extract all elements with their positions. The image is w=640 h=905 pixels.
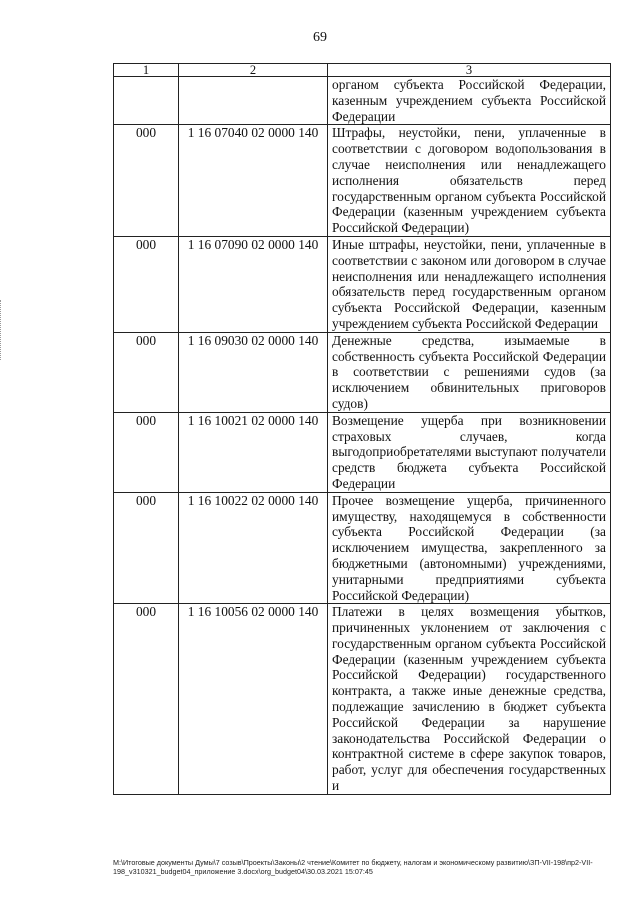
column-header-description: 3 (328, 64, 611, 77)
cell-code: 1 16 07090 02 0000 140 (179, 236, 328, 332)
budget-classification-table (113, 63, 611, 795)
table-row (114, 125, 611, 237)
cell-description: Платежи в целях возмещения убытков, причиненных уклонением от заключения с государственным органом субъекта Российской Федерации (казенным учреждением субъекта Российской Федерации) государственного контракта, а также иные денежные средства, подлежащие зачислению в бюджет субъекта Российской Федерации за нарушение законодательства Российской Федерации о контрактной системе в сфере закупок товаров, работ, услуг для обеспечения государственных и (328, 604, 611, 795)
cell-code: 1 16 07040 02 0000 140 (179, 125, 328, 237)
footer-path-line-1: M:\Итоговые документы Думы\7 созыв\Проекты\Законы\2 чтение\Комитет по бюджету, налогам и экономическому развитию\ЗП-VII-198\пр2-VII- (113, 858, 593, 867)
table-row (114, 492, 611, 604)
table-row (114, 77, 611, 125)
cell-description: Денежные средства, изымаемые в собственность субъекта Российской Федерации в соответствии с решениями судов (за исключением обвинительных приговоров судов) (328, 332, 611, 412)
cell-admin (114, 77, 179, 125)
table-row (114, 412, 611, 492)
document-footer (113, 858, 618, 876)
cell-code: 1 16 10022 02 0000 140 (179, 492, 328, 604)
cell-admin: 000 (114, 604, 179, 795)
column-header-code: 2 (179, 64, 328, 77)
cell-admin: 000 (114, 492, 179, 604)
cell-description: органом субъекта Российской Федерации, казенным учреждением субъекта Российской Федерации (328, 77, 611, 125)
table-header-row (114, 64, 611, 77)
table-row (114, 332, 611, 412)
page-number: 69 (313, 30, 327, 45)
scan-margin-mark (0, 300, 4, 360)
table-row (114, 604, 611, 795)
footer-path-line-2: 198_v310321_budget04_приложение 3.docx\org_budget04\30.03.2021 15:07:45 (113, 867, 373, 876)
table-row (114, 236, 611, 332)
cell-admin: 000 (114, 412, 179, 492)
cell-description: Иные штрафы, неустойки, пени, уплаченные в соответствии с законом или договором в случае неисполнения или ненадлежащего исполнения обязательств перед государственным органом субъекта Российской Федерации, казенным учреждением субъекта Российской Федерации (328, 236, 611, 332)
column-header-admin: 1 (114, 64, 179, 77)
cell-description: Штрафы, неустойки, пени, уплаченные в соответствии с договором водопользования в случае неисполнения или ненадлежащего исполнения обязательств перед государственным органом субъекта Российской Федерации (казенным учреждением субъекта Российской Федерации) (328, 125, 611, 237)
cell-description: Прочее возмещение ущерба, причиненного имуществу, находящемуся в собственности субъекта Российской Федерации (за исключением имущества, закрепленного за бюджетными (автономными) учреждениями, унитарными предприятиями субъекта Российской Федерации) (328, 492, 611, 604)
cell-admin: 000 (114, 236, 179, 332)
cell-admin: 000 (114, 332, 179, 412)
cell-code: 1 16 09030 02 0000 140 (179, 332, 328, 412)
cell-admin: 000 (114, 125, 179, 237)
cell-code: 1 16 10021 02 0000 140 (179, 412, 328, 492)
cell-code (179, 77, 328, 125)
cell-code: 1 16 10056 02 0000 140 (179, 604, 328, 795)
cell-description: Возмещение ущерба при возникновении страховых случаев, когда выгодоприобретателями выступают получатели средств бюджета субъекта Российской Федерации (328, 412, 611, 492)
